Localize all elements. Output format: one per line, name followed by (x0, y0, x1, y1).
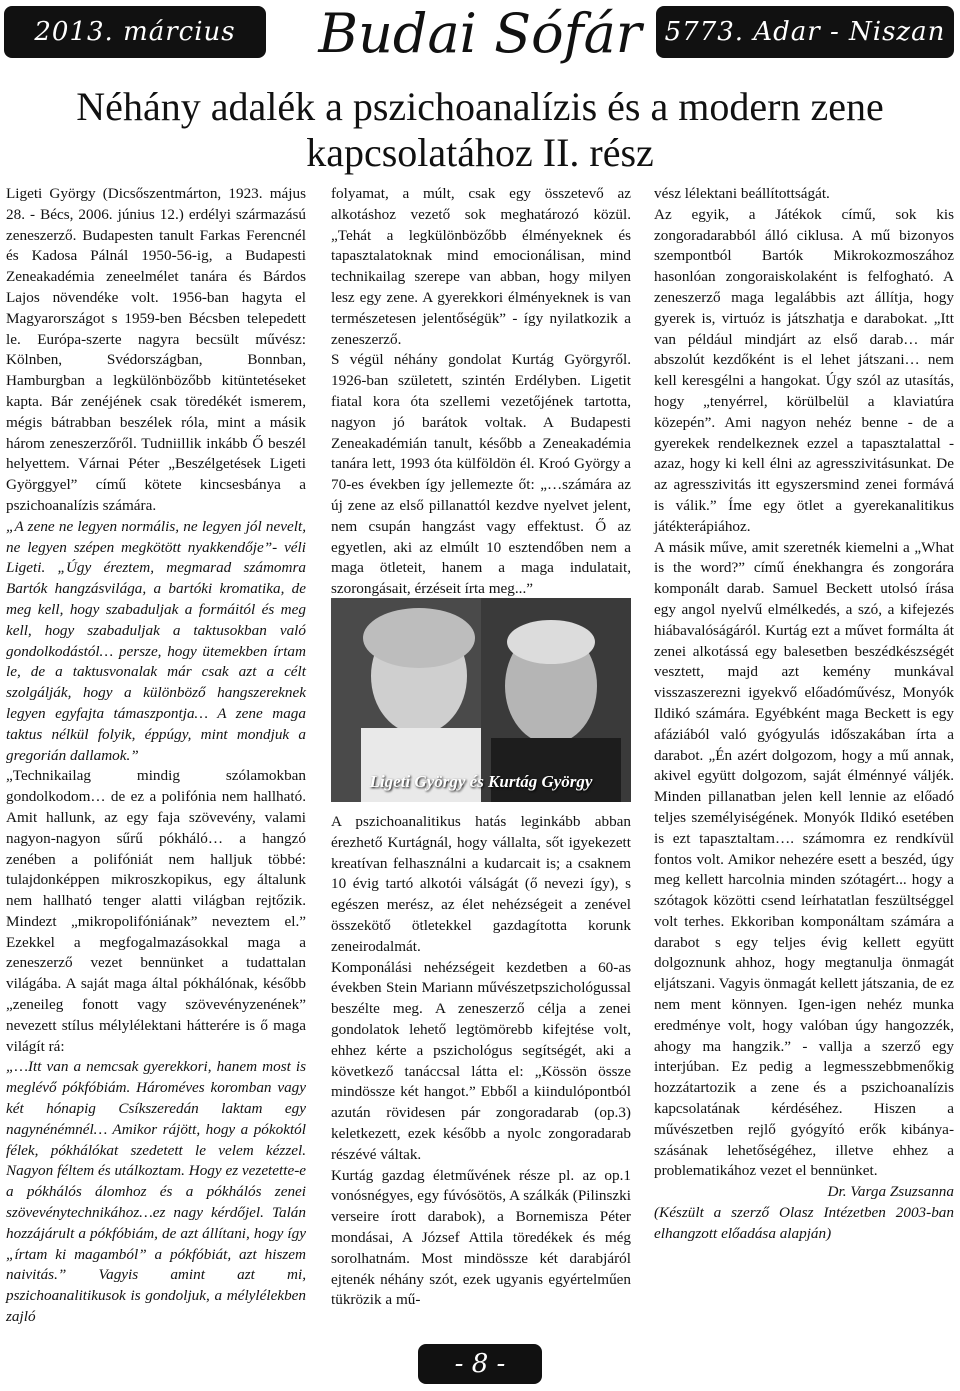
column1-paragraph-3: „Technikailag mindig szólamokban gondolkodom… de ez a polifónia nem hallható. Amit hallunk, az egy faja szövevény, valami nagyon-nagyon sűrű pókháló… a hangzó zenében a polifóniát nem halljuk többé: tulajdonképpen mikroszkopikus, egy általunk nem hallható tenger alatti világban rejtőzik. Mindezt „mikropolifóniának” neveztem el.” Ezekkel a megfogalmazásokkal maga a zeneszerző vezet bennünket a tudattalan világába. A saját maga által pókhálónak, később „zeneileg fonott vagy szövevényzenének” nevezett stílus mélylélektani hátterére is ő maga világít rá: (6, 767, 306, 1055)
article-title-line-1: Néhány adalék a pszichoanalízis és a modern zene (76, 84, 884, 129)
text-column-1 (6, 184, 306, 1328)
column1-paragraph-2: „A zene ne legyen normális, ne legyen jól nevelt, ne legyen szépen megkötött nyakkendője”- véli Ligeti. „Úgy éreztem, megmarad számomra Bartók hangzásvilága, a bartóki kromatika, de meg kell, hogy szabaduljak a formáitól és meg kell, hogy szabaduljak a taktusokban való gondolkodástól… persze, hogy ütemekben írtam le, de a taktusvonalak már csak azt a célt szolgálják, hogy a különböző hangszereknek legyen egyfajta támaszpontja… A zene maga taktus nélkül folyik, éppúgy, mint mondjuk a gregorián dallamok.” (6, 517, 306, 764)
author-signature: Dr. Varga Zsuzsanna (827, 1183, 954, 1201)
column3-paragraph-1: vész lélektani beállítottságát. (654, 185, 830, 202)
column1-paragraph-4: „…Itt van a nemcsak gyerekkori, hanem most is meglévő pókfóbiám. Hároméves koromban vagy két hónapig Csíkszeredán laktam egy nagynénémnél… Amikor rájött, hogy a pókoktól félek, pókhálókat szedetett le velem kézzel. Nagyon féltem és utálkoztam. Hogy ez vezetette-e a pókhálós álomhoz és a pókhálós zenei szövevénytechnikához…ez nagy kérdőjel. Talán hozzájárult a pókfóbiám, de azt állítani, hogy így „írtam ki magamból” a pókfóbiát, azt hiszem naivitás.” Vagyis amint azt mi, pszichoanalitikusok is gondoljuk, a mélylélekben zajló (6, 1058, 306, 1326)
source-note: (Készült a szerző Olasz Intézetben 2003-ban elhangzott előadása alapján) (654, 1204, 954, 1242)
hebrew-date-text: 5773. Adar - Niszan (664, 17, 946, 47)
page-header (0, 0, 960, 80)
photo-caption: Ligeti György és Kurtág György (369, 772, 593, 791)
issue-date-text: 2013. március (34, 17, 236, 47)
column3-paragraph-2: Az egyik, a Játékok című, sok kis zongoradarabból álló ciklusa. A mű bizonyos szempontból Bartók Mikrokozmoszához hasonlóan zongoraiskolaként is felfogható. A zeneszerző maga legalábbis azt állítja, hogy gyerek is, virtuóz is játszhatja e darabokat. „Itt van például mindjárt az első darab… már abszolút kezdőként is el lehet játszani… nem kell keresgélni a hangokat. Úgy szól az utasítás, hogy „tenyérrel, körülbelül a klaviatúra közepén”. Ami nagyon nehéz benne - de a gyerekek rendelkeznek ezzel a tapasztalattal - azaz, hogy ki kell élni az agresszivitásunkat. De az agresszivitás itt egyszersmind zenei formává is válik.” Íme egy ötlet a gyerekanalitikus játékterápiához. (654, 205, 954, 535)
issue-date-badge (4, 6, 266, 58)
composers-photo (331, 598, 631, 802)
column2-paragraph-1: folyamat, a múlt, csak egy összetevő az alkotáshoz vezető sok meghatározó közül. „Tehát a legkülönbözőbb élményeknek és tapasztalatoknak mind emocionálisan, mind technikailag szerepe van abban, hogy milyen lesz egy zene. A gyerekkori élményeknek is van természetesen jelentőségük” - így nyilatkozik a zeneszerző. (331, 185, 631, 348)
masthead-title: Budai Sófár (318, 2, 642, 65)
column2-paragraph-3: A pszichoanalitikus hatás leginkább abban érezhető Kurtágnál, hogy vállalta, sőt igyekezett kreatívan felhasználni a kudarcait is; a csaknem 10 évig tartó alkotói válságát (ő nevezi így), s egészen merész, az élet nehézségeit a zenével összekötő ötletekkel gazdagította korunk zeneirodalmát. (331, 813, 631, 955)
text-column-2-bottom (331, 812, 631, 1311)
text-column-3 (654, 184, 954, 1245)
article-title-line-2: kapcsolatához II. rész (306, 130, 654, 175)
text-column-2-top (331, 184, 631, 600)
column2-paragraph-2: S végül néhány gondolat Kurtág Györgyről. 1926-ban született, szintén Erdélyben. Ligetit fiatal kora óta szellemi vezetőjének tartotta, nagyon jó barátok voltak. A Budapesti Zeneakadémián tanult, később a Zeneakadémia tanára lett, 1993 óta külföldön él. Kroó György a 70-es években így jellemezte őt: „…számára az új zene az első pillanattól kezdve nyelvet jelent, nem csupán hangzást vagy effektust. Ő az egyetlen, aki az elmúlt 10 esztendőben nem a maga ötleteit, hanem a maga indulatait, szorongásait, érzéseit írta meg...” (331, 351, 631, 598)
page-number-badge (418, 1344, 542, 1384)
hebrew-date-badge (656, 6, 954, 58)
column2-paragraph-4: Komponálási nehézségeit kezdetben a 60-as években Stein Mariann művészetpszichológussal beszélte meg. A zeneszerző célja a zenei gondolatok lehető legtömörebb kifejtése volt, ehhez kérte a pszichológus segítségét, aki a következő tanáccsal látta el: „Kössön össze mindössze két hangot.” Ebből a kiindulópontból azután rövidesen pár zongoradarab (op.3) keletkezett, ezek később a nyolc zongoradarab részévé váltak. (331, 958, 631, 1163)
column1-paragraph-1: Ligeti György (Dicsőszentmárton, 1923. május 28. - Bécs, 2006. június 12.) erdélyi származású zeneszerző. Budapesten tanult Farkas Ferencnél és Kadosa Pálnál 1950-56-ig, a Budapesti Zeneakadémia zeneelmélet tanára és Bárdos Lajos növendéke volt. 1956-ban hagyta el Magyarországot s 1959-ben Bécsben telepedett le. Európa-szerte nagyra becsült művész: Kölnben, Svédországban, Bonnban, Hamburgban a legkülönbözőbb kitüntetéseket kapta. Bár zenéjének csak töredékét ismerem, mégis bátrabban beszélek róla, mint a másik három zeneszerzőről. Tudniillik inkább Ő beszél helyettem. Várnai Péter „Beszélgetések Ligeti Györggyel” című kötete kincsesbánya a pszichoanalízis számára. (6, 185, 306, 514)
article-title (0, 84, 960, 176)
column3-paragraph-3: A másik műve, amit szeretnék kiemelni a „What is the word?” című énekhangra és zongorára komponált darab. Samuel Beckett utolsó írása egy angol nyelvű elmélkedés, a szó, a kifejezés hiábavalóságáról. Kurtág ezt a művet formálta át zenei alkotássá egy balesetben beszédkészségét vesztett, majd azt kemény munkával visszaszerezni igyekvő előadóművész, Monyók Ildikó számára. Egyébként maga Beckett is egy afáziából való gyógyulás időszakában írta a darabot. „Én azért dolgozom, hogy a mű annak, akivel együtt dolgozom, saját élménnyé váljék. Minden pillanatban jelen kell lennie az előadó teljes személyiségének. Monyók Ildikó esetében is ezt tapasztaltam…. számomra ez rendkívül fontos volt. Amikor nehezére esett a beszéd, úgy meg kellett harcolnia minden szótagért... hogy a szótagok közötti csend leírhatatlan feszültséggel volt terhes. Ekkoriban komponáltam számára a darabot s egy teljes évig kellett együtt dolgoznunk ahhoz, hogy megtanulja önmagát eljátszani. Vagyis önmagát kellett játszania, de ez nem ment könnyen. Igen-igen nehéz munka eredménye volt, hogy valóban úgy hangozzék, ahogy ma hangzik.” - vallja a szerző egy interjúban. Ez pedig a legmesszebbmenőkig hozzátartozik a zene és a pszichoanalízis kapcsolatának kérdéséhez. Hiszen a művészetben rejlő gyógyító erők kibányaszásának lehetőségéhez, illetve ehhez a problematikához vezet el bennünket. (654, 538, 954, 1180)
page-number-text: - 8 - (454, 1349, 506, 1379)
column2-paragraph-5: Kurtág gazdag életművének része pl. az op.1 vonósnégyes, egy fúvósötös, A szálkák (Pilinszki verseire írott darabok), a Bornemisza Péter mondásai, A József Attila töredékek és még sorolhatnám. Most mindössze két darabjáról ejtenék néhány szót, ezek ugyanis egyértelműen tükrözik a mű- (331, 1166, 631, 1309)
